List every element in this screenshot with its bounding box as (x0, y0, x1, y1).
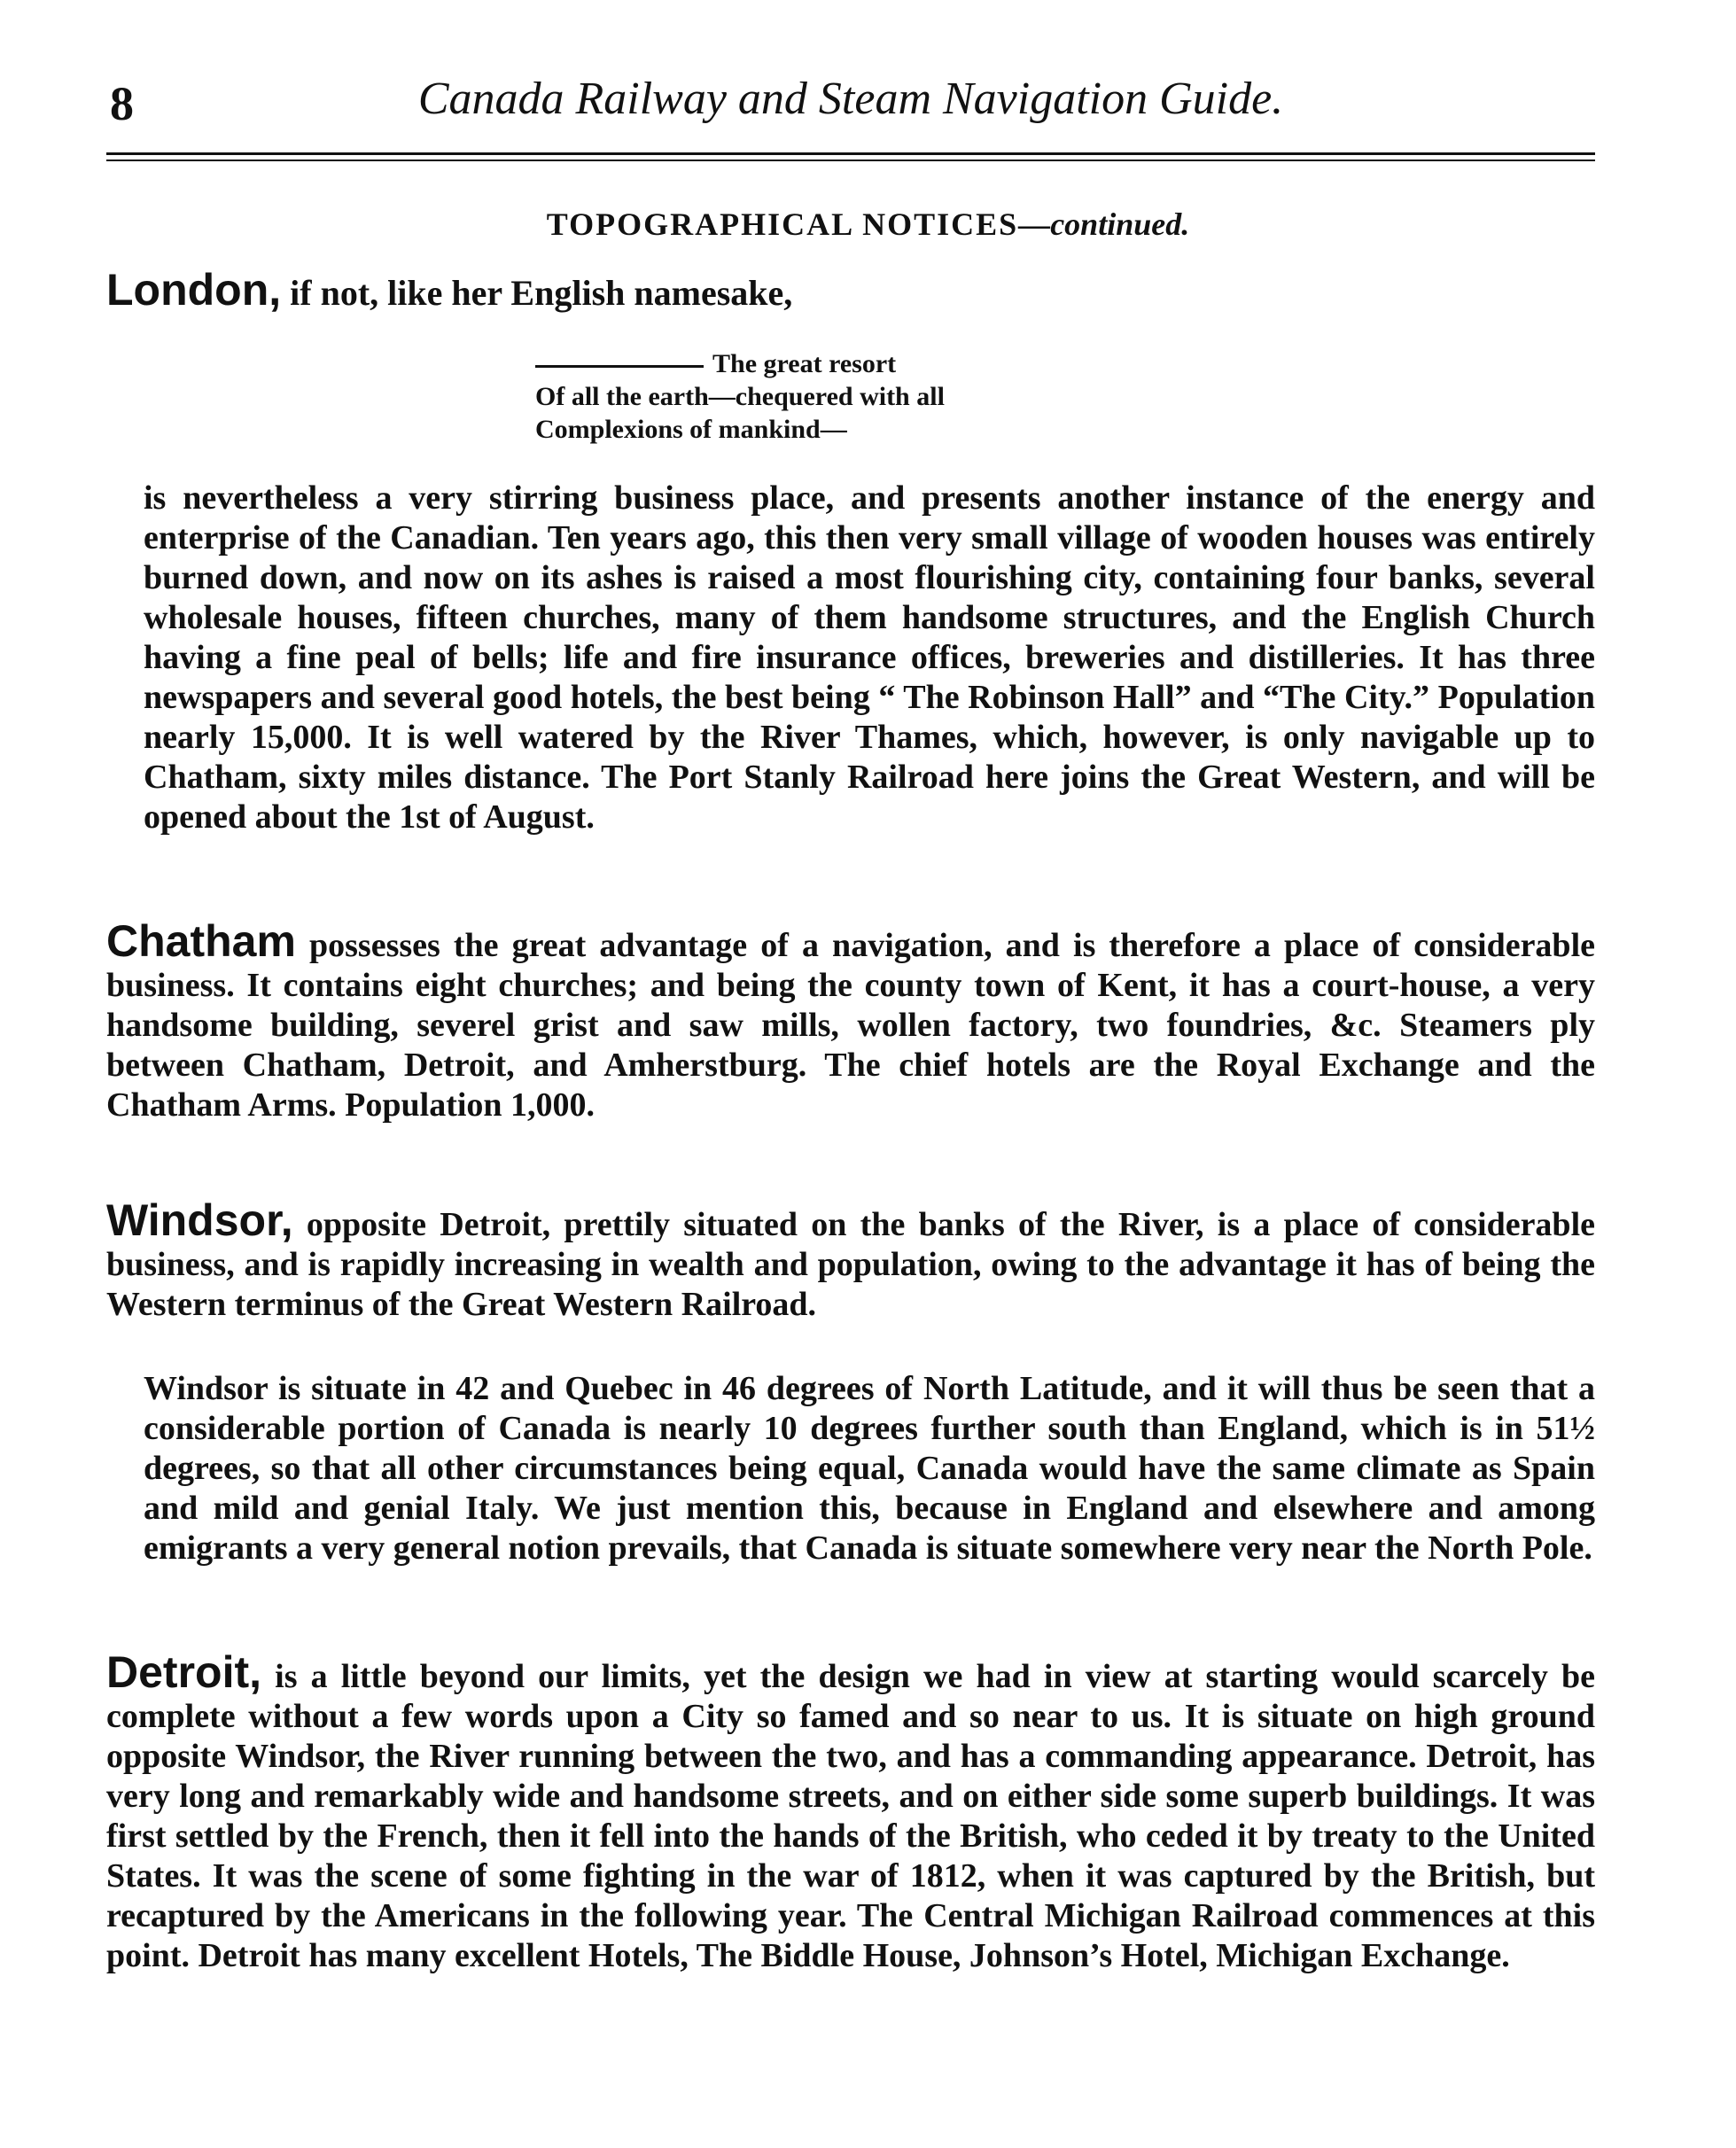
header-rule (106, 152, 1595, 155)
quote-line-1 (535, 347, 1156, 380)
windsor-paragraph (106, 1195, 1595, 1325)
detroit-paragraph (106, 1647, 1595, 1976)
chatham-paragraph (106, 916, 1595, 1125)
chatham-entry (106, 916, 1595, 1125)
london-heading: London, (106, 265, 282, 315)
windsor-entry (106, 1195, 1595, 1325)
section-title (0, 206, 1736, 243)
section-continued: —continued. (1018, 206, 1190, 242)
detroit-entry (106, 1647, 1595, 1976)
page-number: 8 (110, 77, 134, 130)
detroit-body: is a little beyond our limits, yet the design we had in view at starting would scarcely be complete without a few words upon a City so famed and so near to us. It is situate on high ground opposite Windsor, the River running between the two, and has a commanding appearance. Detroit, has very long and remarkably wide and handsome streets, and on either side some superb buildings. It was first settled by the French, then it fell into the hands of the British, who ceded it by treaty to the United States. It was the scene of some fighting in the war of 1812, when it was captured by the British, but recaptured by the Americans in the following year. The Central Michigan Railroad commences at this point. Detroit has many excellent Hotels, The Biddle House, Johnson’s Hotel, Michigan Exchange. (106, 1658, 1595, 1974)
london-intro-text: if not, like her English namesake, (281, 273, 793, 313)
london-quote (535, 347, 1156, 446)
page-header (106, 69, 1595, 140)
london-body: is nevertheless a very stirring business place, and presents another instance of the energy and enterprise of the Canadian. Ten years ago, this then very small village of wooden houses was entirely burned down, and now on its ashes is raised a most flourishing city, containing four banks, several wholesale houses, fifteen churches, many of them handsome structures, and the English Church having a fine peal of bells; life and fire insurance offices, breweries and distilleries. It has three newspapers and several good hotels, the best being “ The Robinson Hall” and “The City.” Population nearly 15,000. It is well watered by the River Thames, which, however, is only navigable up to Chatham, sixty miles distance. The Port Stanly Railroad here joins the Great Western, and will be opened about the 1st of August. (144, 479, 1595, 836)
quote-line-2: Of all the earth—chequered with all (535, 382, 945, 411)
london-entry (106, 479, 1595, 837)
windsor-note-entry (106, 1369, 1595, 1568)
quote-line-3: Complexions of mankind— (535, 415, 847, 444)
chatham-body: possesses the great advantage of a navigation, and is therefore a place of considerable business. It contains eight churches; and being the county town of Kent, it has a court-house, a very handsome building, severel grist and saw mills, wollen factory, two foundries, &c. Steamers ply between Chatham, Detroit, and Amherstburg. The chief hotels are the Royal Exchange and the Chatham Arms. Population 1,000. (106, 927, 1595, 1124)
london-intro (106, 264, 1595, 315)
header-rule-thin (106, 160, 1595, 161)
quote-dash (535, 365, 704, 368)
chatham-heading: Chatham (106, 916, 296, 966)
section-title-text: TOPOGRAPHICAL NOTICES (546, 206, 1019, 242)
quote-line-1-text: The great resort (712, 349, 897, 378)
windsor-body: opposite Detroit, prettily situated on the banks of the River, is a place of considerable business, and is rapidly increasing in wealth and population, owing to the advantage it has of being the Western terminus of the Great Western Railroad. (106, 1206, 1595, 1323)
windsor-note: Windsor is situate in 42 and Quebec in 46 degrees of North Latitude, and it will thus be seen that a considerable portion of Canada is nearly 10 degrees further south than England, which is in 51½ degrees, so that all other circumstances being equal, Canada would have the same climate as Spain and mild and genial Italy. We just mention this, because in England and elsewhere and among emigrants a very general notion prevails, that Canada is situate somewhere very near the North Pole. (144, 1370, 1595, 1567)
running-title: Canada Railway and Steam Navigation Guide. (417, 74, 1284, 124)
detroit-heading: Detroit, (106, 1647, 261, 1697)
windsor-heading: Windsor, (106, 1195, 293, 1245)
